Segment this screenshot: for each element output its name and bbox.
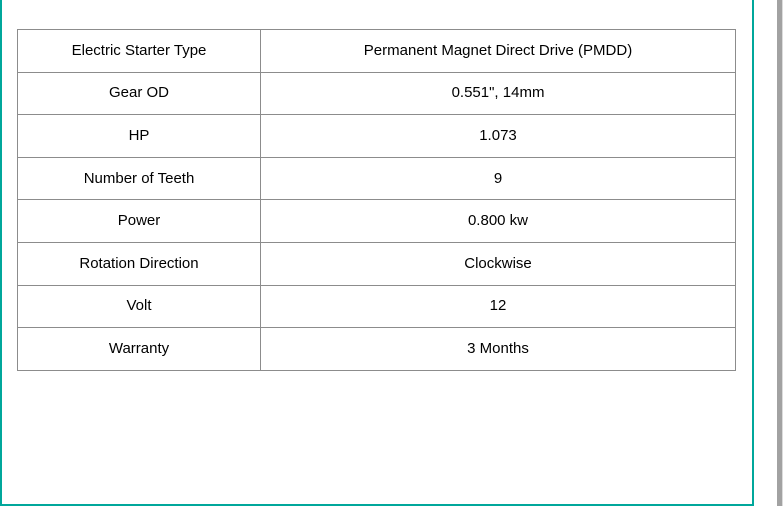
spec-value: 9 — [261, 157, 736, 200]
table-row — [18, 157, 736, 200]
spec-value: Permanent Magnet Direct Drive (PMDD) — [261, 30, 736, 73]
table-row — [18, 200, 736, 243]
spec-value: 3 Months — [261, 328, 736, 371]
table-row — [18, 72, 736, 115]
table-row — [18, 115, 736, 158]
table-row — [18, 285, 736, 328]
spec-label: Rotation Direction — [18, 242, 261, 285]
spec-value: 12 — [261, 285, 736, 328]
spec-label: HP — [18, 115, 261, 158]
container-border-left — [0, 0, 2, 506]
spec-label: Volt — [18, 285, 261, 328]
table-row — [18, 242, 736, 285]
spec-label: Power — [18, 200, 261, 243]
spec-label: Electric Starter Type — [18, 30, 261, 73]
spec-table-body — [18, 30, 736, 371]
spec-label: Warranty — [18, 328, 261, 371]
table-row — [18, 30, 736, 73]
spec-table — [17, 29, 736, 371]
table-row — [18, 328, 736, 371]
spec-value: Clockwise — [261, 242, 736, 285]
spec-label: Gear OD — [18, 72, 261, 115]
spec-value: 1.073 — [261, 115, 736, 158]
spec-label: Number of Teeth — [18, 157, 261, 200]
container-border-right — [752, 0, 754, 504]
spec-value: 0.551", 14mm — [261, 72, 736, 115]
spec-value: 0.800 kw — [261, 200, 736, 243]
